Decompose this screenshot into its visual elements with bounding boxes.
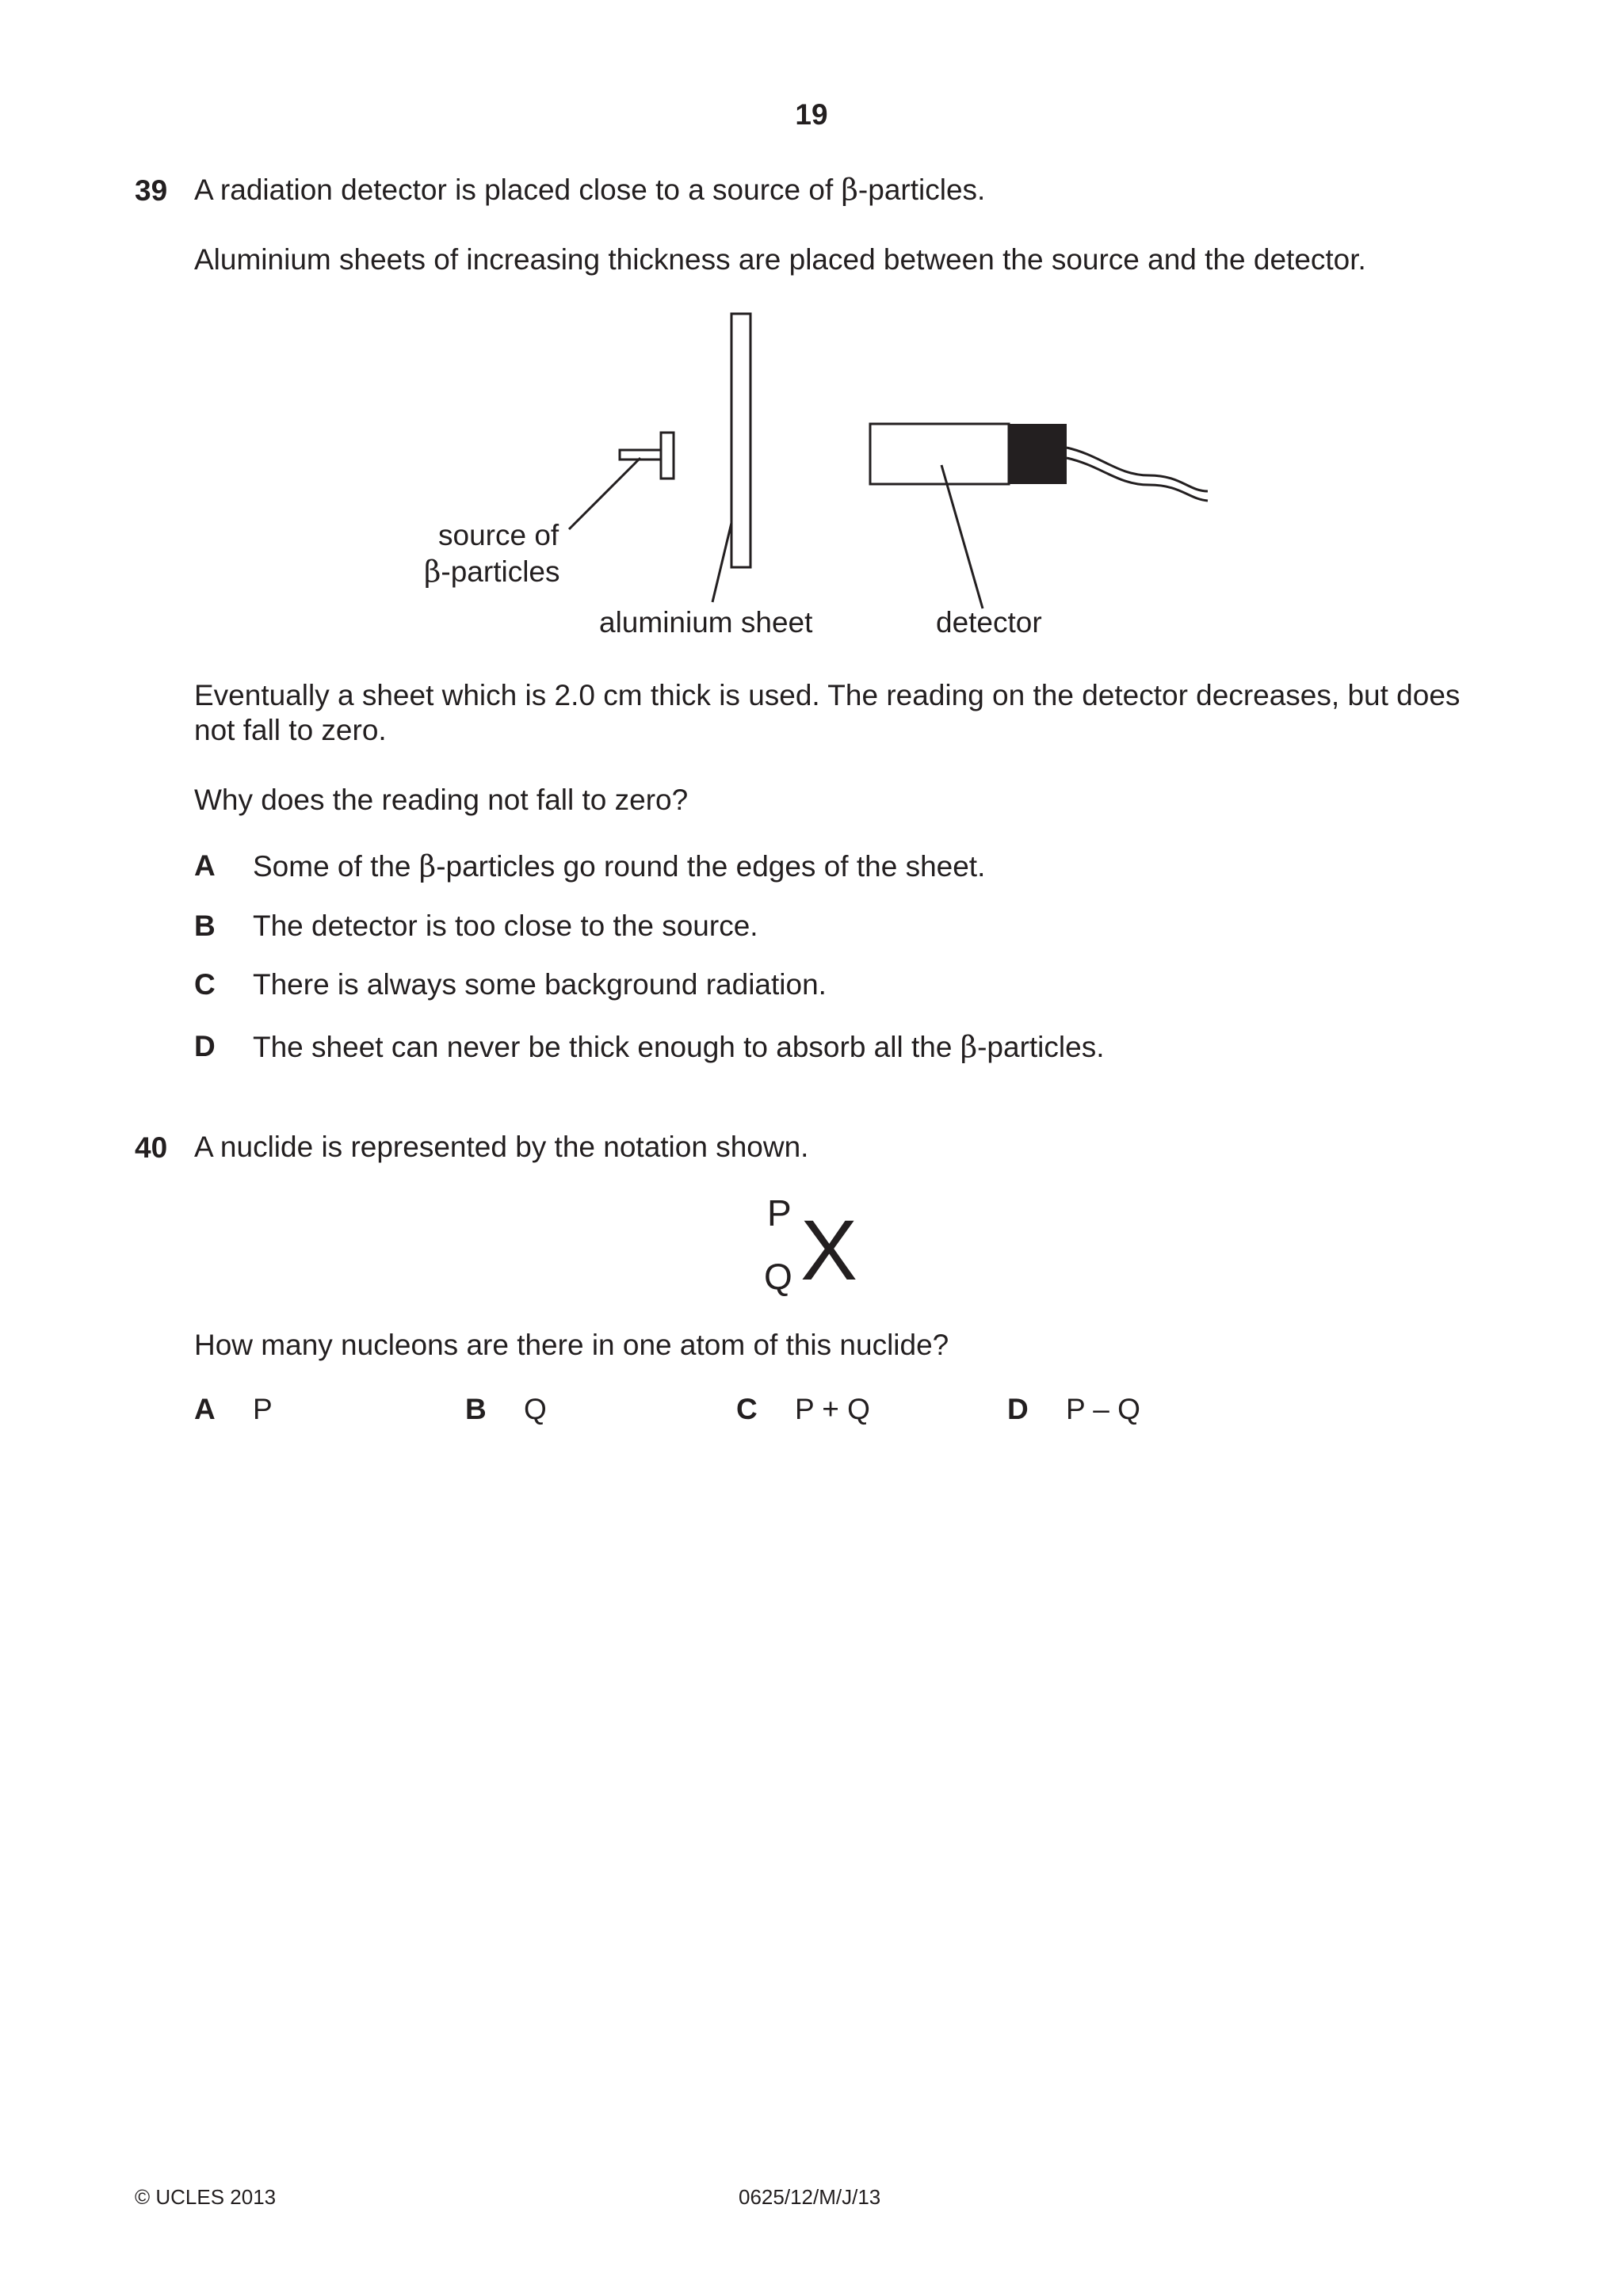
q40-option-a-letter: A — [194, 1393, 216, 1425]
source-head — [661, 433, 674, 479]
radiation-experiment-diagram — [0, 0, 1623, 666]
question-40-stem: A nuclide is represented by the notation shown. — [194, 1131, 809, 1163]
question-39-paragraph-line1: Eventually a sheet which is 2.0 cm thick is used. The reading on the detector decreases, but does — [194, 679, 1461, 711]
label-detector: detector — [936, 606, 1042, 639]
detector-cable-lower — [1067, 458, 1208, 501]
footer-copyright: © UCLES 2013 — [135, 2185, 277, 2209]
q40-option-d-letter: D — [1007, 1393, 1029, 1425]
aluminium-sheet — [731, 314, 750, 567]
q40-option-d-text: P – Q — [1066, 1393, 1140, 1425]
question-40-question: How many nucleons are there in one atom of this nuclide? — [194, 1329, 949, 1361]
sheet-leader-line — [712, 523, 731, 602]
option-a-text: Some of the β-particles go round the edges of the sheet. — [253, 849, 986, 883]
page-number: 19 — [795, 98, 828, 131]
beta-symbol: β — [841, 173, 858, 207]
detector-body — [870, 424, 1009, 484]
q40-option-b-letter: B — [465, 1393, 487, 1425]
detector-window — [1009, 424, 1067, 484]
q40-option-a-text: P — [253, 1393, 273, 1425]
question-39-paragraph-line2: not fall to zero. — [194, 714, 387, 746]
footer-paper-code: 0625/12/M/J/13 — [739, 2185, 881, 2209]
option-a-letter: A — [194, 849, 216, 882]
option-c-text: There is always some background radiation. — [253, 968, 827, 1001]
nuclide-mass-number: P — [767, 1192, 792, 1234]
beta-symbol: β — [960, 1030, 978, 1064]
beta-symbol: β — [418, 849, 437, 883]
question-39-stem-line1: A radiation detector is placed close to a source of β-particles. — [194, 173, 986, 207]
option-b-text: The detector is too close to the source. — [253, 910, 758, 942]
q40-option-c-letter: C — [736, 1393, 758, 1425]
option-c-letter: C — [194, 968, 216, 1001]
label-beta-particles: β-particles — [424, 555, 560, 589]
option-d-letter: D — [194, 1030, 216, 1062]
label-aluminium-sheet: aluminium sheet — [599, 606, 813, 639]
question-39-number: 39 — [135, 174, 168, 207]
label-source: source of — [438, 519, 559, 551]
beta-symbol: β — [424, 555, 441, 589]
question-39-question: Why does the reading not fall to zero? — [194, 784, 689, 816]
question-40-number: 40 — [135, 1131, 168, 1164]
question-39-stem-line2: Aluminium sheets of increasing thickness are placed between the source and the detector. — [194, 243, 1366, 276]
nuclide-symbol: X — [800, 1202, 858, 1298]
nuclide-atomic-number: Q — [764, 1256, 792, 1297]
q40-option-c-text: P + Q — [795, 1393, 870, 1425]
option-d-text: The sheet can never be thick enough to absorb all the β-particles. — [253, 1030, 1105, 1064]
q40-option-b-text: Q — [524, 1393, 547, 1425]
detector-leader-line — [941, 465, 983, 608]
option-b-letter: B — [194, 910, 216, 942]
source-leader-line — [569, 458, 640, 529]
